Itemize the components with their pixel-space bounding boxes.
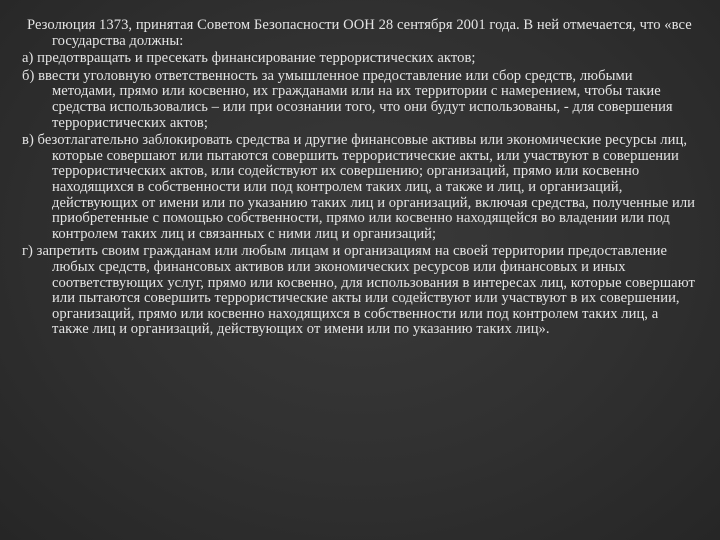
intro-paragraph: Резолюция 1373, принятая Советом Безопасности ООН 28 сентября 2001 года. В ней отмечается, что «все государства должны: [27, 17, 692, 49]
list-item-a: а) предотвращать и пресекать финансирование террористических актов; [22, 50, 476, 67]
list-item-v: в) безотлагательно заблокировать средства и другие финансовые активы или экономические ресурсы лиц, которые совершают или пытаются совершить террористические акты, или участвуют в совершении террористических актов, или содействуют их совершению; организаций, прямо или косвенно находящихся в собственности или под контролем таких лиц, а также и лиц, и организаций, действующих от имени или по указанию таких лиц и организаций, включая средства, полученные или приобретенные с помощью собственности, прямо или косвенно находящейся во владении или под контролем таких лиц и связанных с ними лиц и организаций; [22, 132, 696, 242]
list-item-g: г) запретить своим гражданам или любым лицам и организациям на своей территории предоставление любых средств, финансовых активов или экономических ресурсов или финансовых и иных соответствующих услуг, прямо или косвенно, для использования в интересах лиц, которые совершают или пытаются совершить террористические акты или содействуют или участвуют в их совершении, организаций, прямо или косвенно находящихся в собственности или под контролем таких лиц, а также лиц и организаций, действующих от имени или по указанию таких лиц». [22, 243, 695, 338]
list-item-b: б) ввести уголовную ответственность за умышленное предоставление или сбор средств, любыми методами, прямо или косвенно, их гражданами или на их территории с намерением, чтобы такие средства использовались – или при осознании того, что они будут использованы, - для совершения террористических актов; [22, 67, 673, 131]
slide-text-block [22, 18, 697, 338]
